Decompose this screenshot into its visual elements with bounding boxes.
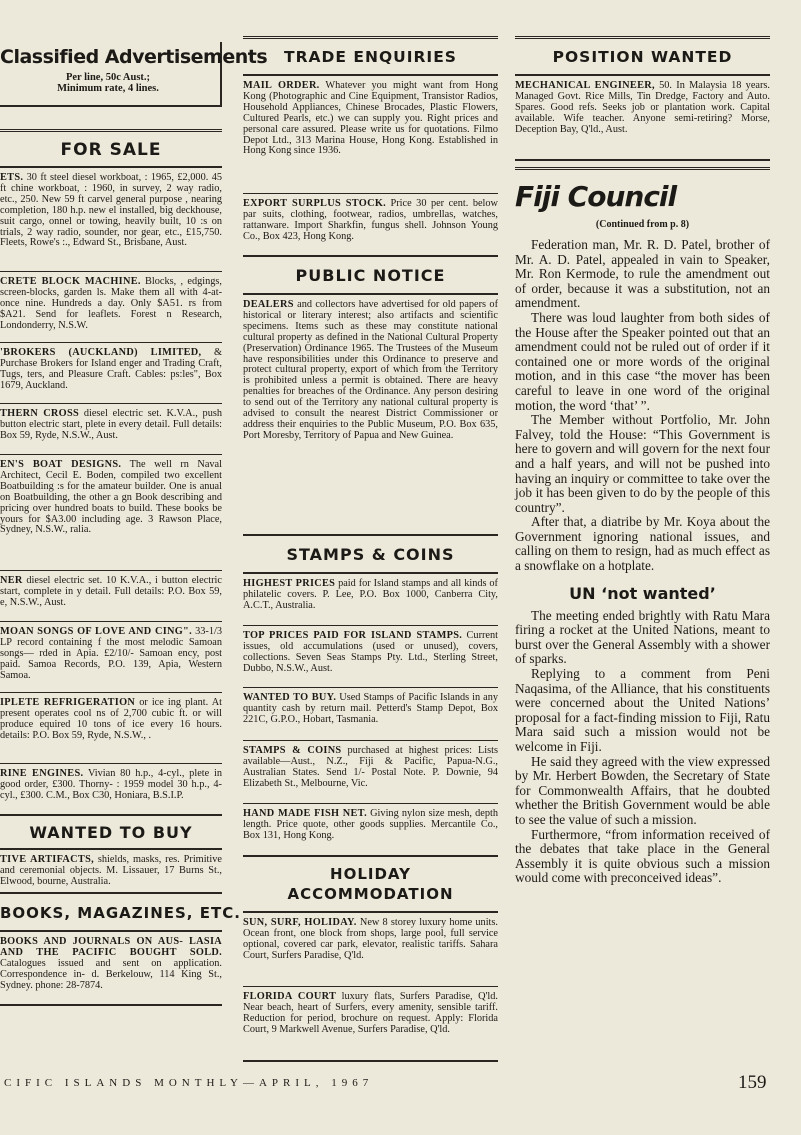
classified-rate-2: Minimum rate, 4 lines.	[57, 83, 159, 94]
middle-column	[243, 0, 498, 1062]
ad-listing: NER diesel electric set. 10 K.V.A., i button electric start, complete in y detail. Full details: P.O. Box 59, e, N.S.W., Aust.	[0, 571, 222, 622]
trade-enquiries-heading: TRADE ENQUIRIES	[284, 48, 457, 66]
holiday-heading-2: ACCOMMODATION	[287, 885, 454, 903]
article-paragraph: The meeting ended brightly with Ratu Mara firing a rocket at the United Nations, meant to burst over the General Assembly with a shower of sparks.	[515, 607, 770, 667]
books-heading: BOOKS, MAGAZINES, ETC.	[0, 904, 241, 922]
for-sale-heading: FOR SALE	[60, 140, 162, 160]
classified-rate-1: Per line, 50c Aust.;	[65, 72, 151, 83]
footer-page-number: 159	[738, 1072, 767, 1093]
article-paragraph: He said they agreed with the view expressed by Mr. Herbert Bowden, the Secretary of State for Commonwealth Affairs, that he doubted whether the British Government would be able to see the value of such a mission.	[515, 753, 770, 827]
ad-listing: STAMPS & COINS purchased at highest prices: Lists available—Aust., N.Z., Fiji & Pacific, Papua-N.G., Australian States. Send 1/- Postal Note. P. Downie, 94 Elizabeth St., Melbourne, Vic.	[243, 741, 498, 804]
position-wanted-heading: POSITION WANTED	[552, 48, 733, 66]
ad-listing: CRETE BLOCK MACHINE. Blocks, , edgings, screen-blocks, garden ls. Make them all with 4-at-once nine. Hundreds a day. Only $A51. rs from $A21. Send for leaflets. Forest n Research, Londonderry, N.S.W.	[0, 272, 222, 343]
article-paragraph: The Member without Portfolio, Mr. John Falvey, told the House: “This Government is here to govern and will govern for the next four and a half years, and will not be pushed into having an inquiry or committee to take over the job it has been given to do by the people of this country”.	[515, 412, 770, 515]
ad-listing: BOOKS AND JOURNALS ON AUS- LASIA AND THE PACIFIC BOUGHT SOLD. Catalogues issued and sent on application. Correspondence in- d. Berkelouw, 114 King St., Sydney. phone: 28-7874.	[0, 932, 222, 1006]
ad-listing: HAND MADE FISH NET. Giving nylon size mesh, depth length. Price quote, other goods supplies. Mercantile Co., Box 131, Hong Kong.	[243, 804, 498, 857]
ad-listing: HIGHEST PRICES paid for Island stamps and all kinds of philatelic covers. P. Lee, P.O. Box 1000, Canberra City, A.C.T., Australia.	[243, 574, 498, 626]
ad-listing: MECHANICAL ENGINEER, 50. In Malaysia 18 years. Managed Govt. Rice Mills, Tin Dredge, Factory and Auto. Spares. Good refs. Seeks job or plantation work. Capital available. Wife teacher. Anyone semi-retiring? Morse, Deception Bay, Q'ld., Aust.	[515, 76, 770, 161]
ad-listing: EN'S BOAT DESIGNS. The well rn Naval Architect, Cecil E. Boden, compiled two excellent Boatbuilding :s for the amateur builder. One is anual on Boatbuilding, the other a gn Book describing and pricing over hundred boats to build. These books be yours for $A3.00 including age. 3 Rawson Place, Sydney, N.S.W., ralia.	[0, 455, 222, 571]
ad-listing: RINE ENGINES. Vivian 80 h.p., 4-cyl., plete in good order, £300. Thorny- : 1959 model 30 h.p., 4-cyl., £300. C.M., Box C30, Honiara, B.S.I.P.	[0, 764, 222, 816]
ad-listing: FLORIDA COURT luxury flats, Surfers Paradise, Q'ld. Near beach, heart of Surfers, every amenity, sensible tariff. Reduction for period, brochure on request. Apply: Florida Court, 9 Markwell Avenue, Surfers Paradise, Q'ld.	[243, 987, 498, 1062]
divider	[243, 36, 498, 39]
ad-listing: ETS. 30 ft steel diesel workboat, : 1965, £2,000. 45 ft chine workboat, : 1960, in survey, 2 way radio, etc., 250. New 59 ft carvel general purpose , nearing completion, 180 h.p. new el installed, big deckhouse, suit cargo, onnel or towing, heavily built, 10 :s on trials, 2 way radio, sounder, nor gear, etc., £15,750. Fleets, Rowe's :., Edward St., Brisbane, Aust.	[0, 168, 222, 272]
ad-listing: 'BROKERS (AUCKLAND) LIMITED, & Purchase Brokers for Island enger and Trading Craft, Tugs, ters, and Pleasure Craft. Cables: ps:les", Box 1679, Auckland.	[0, 343, 222, 404]
ad-listing: MAIL ORDER. Whatever you might want from Hong Kong (Photographic and Cine Equipment, Transistor Radios, Household Appliances, Chinese Brocades, Plastic Flowers, Cultured Pearls, etc.) we can supply you. Right prices and personal care assured. Please write us for quotations. Filmo Depot Ltd., 313 Marina House, Hong Kong. Established in Hong Kong since 1936.	[243, 76, 498, 194]
article-paragraph: Replying to a comment from Peni Naqasima, of the Alliance, that his constituents were concerned about the United Nations’ proposal for a fact-finding mission to Fiji, Ratu Mara said such a mission would not be welcome in Fiji.	[515, 666, 770, 754]
article-title: Fiji Council	[515, 180, 677, 213]
ad-listing: IPLETE REFRIGERATION or ice ing plant. At present operates cool ns of 2,700 cubic ft. or will produce equired 10 tons of ice every 16 hours. details: P.O. Box 59, Ryde, N.S.W., .	[0, 693, 222, 764]
left-column	[0, 0, 268, 1006]
ad-listing: EXPORT SURPLUS STOCK. Price 30 per cent. below par suits, clothing, footwear, radios, umbrellas, watches, rattanware. Import Sharkfin, fungus shell. Johnson Young Co., Box 423, Hong Kong.	[243, 194, 498, 257]
divider	[515, 167, 770, 170]
divider	[515, 36, 770, 39]
wanted-to-buy-heading: WANTED TO BUY	[29, 823, 193, 842]
holiday-heading-1: HOLIDAY	[330, 865, 411, 883]
divider	[0, 129, 222, 132]
article-paragraph: There was loud laughter from both sides of the House after the Speaker pointed out that an amendment could not be ruled out of order if it contained one or more words of the original motion, and in this case “the mover has been careful to leave in one word of the original motion, the word ‘that’ ”.	[515, 309, 770, 413]
ad-listing: TOP PRICES PAID FOR ISLAND STAMPS. Current issues, old accumulations (used or unused), covers, collections. Seven Seas Stamps Pty. Ltd., Sterling Street, Dubbo, N.S.W., Aust.	[243, 626, 498, 688]
ad-listing: THERN CROSS diesel electric set. K.V.A., push button electric start, plete in every detail. Full details: Box 59, Ryde, N.S.W., Aust.	[0, 404, 222, 455]
classified-title: Classified Advertisements	[0, 46, 268, 68]
right-column	[515, 0, 770, 886]
public-notice-heading: PUBLIC NOTICE	[295, 266, 446, 285]
ad-listing: SUN, SURF, HOLIDAY. New 8 storey luxury home units. Ocean front, one block from shops, large pool, full service optional, covered car park, elevator, realistic tariffs. Sahara Court, Surfers Paradise, Q'ld.	[243, 913, 498, 987]
article-body	[515, 238, 770, 574]
footer-publication: CIFIC ISLANDS MONTHLY—APRIL, 1967	[4, 1077, 374, 1089]
article-paragraph: Federation man, Mr. R. D. Patel, brother of Mr. A. D. Patel, appealed in vain to Speaker, Mr. Ron Kermode, to rule the amendment out of order, because it was a substitution, not an amendment.	[515, 237, 770, 311]
article-subhead: UN ‘not wanted’	[569, 583, 716, 603]
classified-box	[0, 42, 268, 107]
stamps-coins-heading: STAMPS & COINS	[286, 545, 455, 564]
ad-listing: DEALERS and collectors have advertised for old papers of historical or literary interest; also artifacts and scientific specimens. Items such as these may constitute national cultural property as defined in the National Cultural Property (Preservation) Ordinance 1965. The Trustees of the Museum have responsibilities under this Ordinance to preserve and protect cultural property, export of which from the Territory is prohibited unless a permit is obtained. There are heavy penalties for breaches of the Ordinance. Any person desiring to send out of the Territory any national cultural property is advised to consult the nearest District Commissioner or address their enquiries to the Public Museum, P.O. Box 635, Port Moresby, Territory of Papua and New Guinea.	[243, 295, 498, 536]
article-paragraph: Furthermore, “from information received of the debates that take place in the General Assembly it is quite obvious such a mission would come with preconceived ideas”.	[515, 826, 770, 886]
ad-listing: WANTED TO BUY. Used Stamps of Pacific Islands in any quantity cash by return mail. Petterd's Stamp Depot, Box 221C, G.P.O., Hobart, Tasmania.	[243, 688, 498, 741]
ad-listing: MOAN SONGS OF LOVE AND CING". 33-1/3 LP record containing f the most melodic Samoan songs— rded in Apia. £2/10/- Samoan ency, post paid. Samoa Records, P.O. 139, Apia, Western Samoa.	[0, 622, 222, 693]
article-body-2	[515, 609, 770, 886]
ad-listing: TIVE ARTIFACTS, shields, masks, res. Primitive and ceremonial objects. M. Lissauer, 17 Burns St., Elwood, bourne, Australia.	[0, 850, 222, 894]
for-sale-ads	[0, 168, 222, 816]
article-continued: (Continued from p. 8)	[595, 219, 690, 230]
article-paragraph: After that, a diatribe by Mr. Koya about the Government ignoring national issues, and calling on them to resign, had as much effect as a snowflake on a hotplate.	[515, 514, 770, 574]
